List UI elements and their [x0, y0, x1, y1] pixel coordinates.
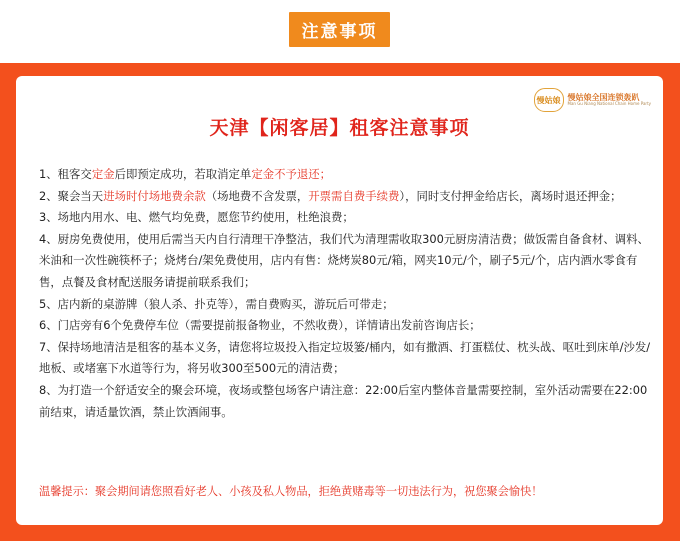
rule-1-highlight-deposit: 定金 — [91, 167, 115, 181]
notice-card — [16, 76, 663, 525]
logo-text — [568, 93, 652, 107]
document-title: 天津【闲客居】租客注意事项 — [209, 117, 470, 139]
header-title: 注意事项 — [289, 12, 390, 47]
rule-2-text-e: ），同时支付押金给店长，离场时退还押金； — [399, 188, 622, 203]
logo-title: 慢姑娘全国连锁轰趴 — [567, 93, 640, 103]
rule-1-text-a: 1、租客交 — [39, 167, 92, 181]
rule-1 — [39, 164, 651, 186]
rule-1-text-c: 后即预定成功，若取消定单 — [114, 167, 252, 181]
rule-4: 4、厨房免费使用，使用后需当天内自行清理干净整洁，我们代为清理需收取300元厨房清洁费；做饭需自备食材、调料、米油和一次性碗筷杯子；烧烤台/架免费使用，店内有售：烧烤炭80元/箱，网夹10元/个，刷子5元/个，店内酒水零食有售，点餐及食材配送服务请提前联系我们； — [39, 231, 649, 289]
rule-1-highlight-refund: 定金不予退还； — [251, 167, 332, 181]
rule-5: 5、店内新的桌游牌（狼人杀、扑克等），需自费购买，游玩后可带走； — [39, 296, 394, 311]
rules-list — [39, 164, 651, 423]
rule-2-text-a: 2、聚会当天 — [39, 188, 104, 203]
logo-mark-icon: 慢姑娘 — [534, 88, 564, 112]
rule-2 — [39, 186, 651, 208]
rule-7: 7、保持场地清洁是租客的基本义务，请您将垃圾投入指定垃圾篓/桶内，如有撒酒、打蛋糕仗、枕头战、呕吐到床单/沙发/地板、或堵塞下水道等行为，将另收300至500元的清洁费； — [39, 339, 651, 376]
rule-3: 3、场地内用水、电、燃气均免费，愿您节约使用，杜绝浪费； — [39, 210, 354, 225]
rule-8: 8、为打造一个舒适安全的聚会环境，夜场或整包场客户请注意：22:00后室内整体音量需要控制，室外活动需要在22:00前结束，请适量饮酒，禁止饮酒闹事。 — [39, 382, 648, 419]
footer-note: 温馨提示：聚会期间请您照看好老人、小孩及私人物品，拒绝黄赌毒等一切违法行为，祝您聚会愉快！ — [39, 485, 543, 498]
rule-2-highlight-invoice: 开票需自费手续费 — [308, 188, 400, 203]
rule-6: 6、门店旁有6个免费停车位（需要提前报备物业，不然收费），详情请出发前咨询店长； — [39, 318, 481, 333]
rule-2-text-c: （场地费不含发票， — [205, 188, 309, 203]
brand-logo — [534, 88, 652, 112]
rule-2-highlight-balance: 进场时付场地费余款 — [103, 188, 206, 203]
logo-subtitle: Man Gu Niang National Chain Home Party — [567, 101, 651, 107]
